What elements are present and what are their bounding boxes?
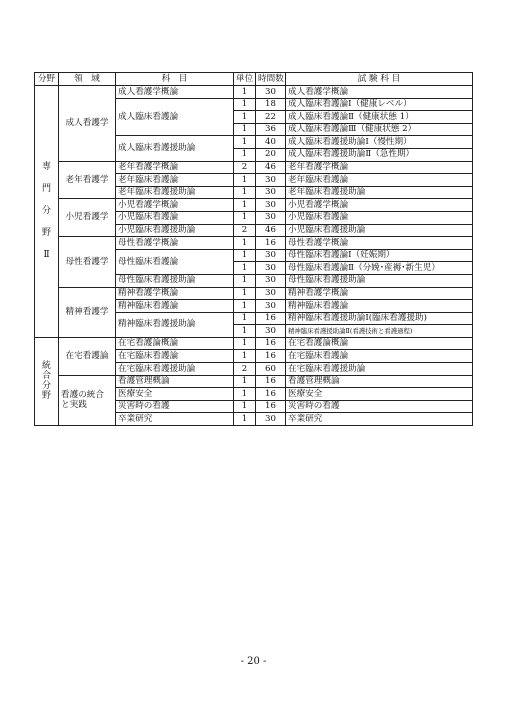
exam-cell: 在宅臨床看護論 — [286, 350, 473, 363]
exam-cell: 成人臨床看護援助論Ⅰ（慢性期） — [286, 136, 473, 149]
table-row — [35, 86, 473, 99]
credits-cell: 1 — [234, 388, 256, 401]
course-cell: 成人看護学概論 — [116, 86, 234, 99]
course-cell: 卒業研究 — [116, 413, 234, 426]
hours-cell: 18 — [256, 98, 286, 111]
course-cell: 精神臨床看護援助論 — [116, 312, 234, 337]
credits-cell: 1 — [234, 274, 256, 287]
credits-cell: 1 — [234, 136, 256, 149]
credits-cell: 1 — [234, 211, 256, 224]
hours-cell: 30 — [256, 287, 286, 300]
course-cell: 精神臨床看護論 — [116, 300, 234, 313]
credits-cell: 1 — [234, 186, 256, 199]
credits-cell: 1 — [234, 249, 256, 262]
hours-cell: 16 — [256, 312, 286, 325]
exam-cell: 母性臨床看護論Ⅰ（妊娠期） — [286, 249, 473, 262]
exam-cell: 医療安全 — [286, 388, 473, 401]
exam-cell: 成人看護学概論 — [286, 86, 473, 99]
hours-cell: 22 — [256, 111, 286, 124]
course-cell: 在宅臨床看護援助論 — [116, 363, 234, 376]
page-number: - 20 - — [240, 656, 267, 667]
credits-cell: 1 — [234, 350, 256, 363]
hours-cell: 16 — [256, 337, 286, 350]
hours-cell: 30 — [256, 300, 286, 313]
hours-cell: 16 — [256, 400, 286, 413]
domain-adult-nursing: 成人看護学 — [59, 86, 116, 162]
hours-cell: 46 — [256, 161, 286, 174]
exam-cell: 看護管理概論 — [286, 375, 473, 388]
hours-cell: 16 — [256, 375, 286, 388]
hours-cell: 46 — [256, 224, 286, 237]
table-row — [35, 375, 473, 388]
exam-cell: 災害時の看護 — [286, 400, 473, 413]
credits-cell: 1 — [234, 174, 256, 187]
hours-cell: 30 — [256, 249, 286, 262]
hours-cell: 16 — [256, 388, 286, 401]
curriculum-table — [34, 72, 473, 426]
exam-cell: 母性臨床看護論Ⅱ（分娩･産褥･新生児） — [286, 262, 473, 275]
header-course: 科 目 — [116, 73, 234, 86]
header-field: 分野 — [35, 73, 59, 86]
exam-cell: 小児臨床看護援助論 — [286, 224, 473, 237]
credits-cell: 1 — [234, 237, 256, 250]
exam-cell: 在宅臨床看護援助論 — [286, 363, 473, 376]
course-cell: 小児臨床看護援助論 — [116, 224, 234, 237]
credits-cell: 1 — [234, 148, 256, 161]
hours-cell: 20 — [256, 148, 286, 161]
table-row — [35, 237, 473, 250]
credits-cell: 1 — [234, 325, 256, 338]
table-header-row — [35, 73, 473, 86]
exam-cell: 卒業研究 — [286, 413, 473, 426]
exam-cell: 老年臨床看護論 — [286, 174, 473, 187]
exam-cell: 成人臨床看護論Ⅰ（健康レベル） — [286, 98, 473, 111]
domain-integration-line1: 看護の統合 — [61, 389, 104, 400]
hours-cell: 60 — [256, 363, 286, 376]
hours-cell: 16 — [256, 350, 286, 363]
exam-cell: 成人臨床看護援助論Ⅱ（急性期） — [286, 148, 473, 161]
exam-cell: 小児看護学概論 — [286, 199, 473, 212]
exam-cell: 在宅看護論概論 — [286, 337, 473, 350]
credits-cell: 1 — [234, 337, 256, 350]
exam-cell: 成人臨床看護論Ⅲ（健康状態 2） — [286, 123, 473, 136]
course-cell: 成人臨床看護論 — [116, 98, 234, 136]
credits-cell: 1 — [234, 98, 256, 111]
table-row — [35, 161, 473, 174]
course-cell: 小児臨床看護論 — [116, 211, 234, 224]
course-cell: 小児看護学概論 — [116, 199, 234, 212]
domain-integration-line2: と実践 — [61, 400, 87, 411]
exam-cell: 精神看護学概論 — [286, 287, 473, 300]
course-cell: 母性臨床看護援助論 — [116, 274, 234, 287]
credits-cell: 1 — [234, 123, 256, 136]
course-cell: 成人臨床看護援助論 — [116, 136, 234, 161]
course-cell: 母性看護学概論 — [116, 237, 234, 250]
credits-cell: 1 — [234, 375, 256, 388]
header-credits: 単位 — [234, 73, 256, 86]
course-cell: 老年臨床看護援助論 — [116, 186, 234, 199]
domain-psychiatric-nursing: 精神看護学 — [59, 287, 116, 337]
hours-cell: 16 — [256, 237, 286, 250]
table-row — [35, 199, 473, 212]
exam-cell: 母性臨床看護援助論 — [286, 274, 473, 287]
credits-cell: 2 — [234, 363, 256, 376]
domain-elderly-nursing: 老年看護学 — [59, 161, 116, 199]
hours-cell: 30 — [256, 274, 286, 287]
course-cell: 医療安全 — [116, 388, 234, 401]
field-integrated: 統 合 分 野 — [35, 337, 59, 425]
table-row — [35, 337, 473, 350]
exam-cell: 成人臨床看護論Ⅱ（健康状態 1） — [286, 111, 473, 124]
course-cell: 在宅看護論概論 — [116, 337, 234, 350]
hours-cell: 30 — [256, 186, 286, 199]
domain-child-nursing: 小児看護学 — [59, 199, 116, 237]
field-specialized-2: 専 門 分 野 Ⅱ — [35, 86, 59, 338]
hours-cell: 40 — [256, 136, 286, 149]
exam-cell: 精神臨床看護援助論Ⅰ(臨床看護援助) — [286, 312, 473, 325]
hours-cell: 30 — [256, 211, 286, 224]
hours-cell: 30 — [256, 199, 286, 212]
domain-nursing-integration — [59, 375, 116, 425]
header-domain: 領 域 — [59, 73, 116, 86]
header-hours: 時間数 — [256, 73, 286, 86]
course-cell: 精神看護学概論 — [116, 287, 234, 300]
credits-cell: 1 — [234, 413, 256, 426]
exam-cell: 老年看護学概論 — [286, 161, 473, 174]
credits-cell: 1 — [234, 312, 256, 325]
domain-home-nursing: 在宅看護論 — [59, 337, 116, 375]
credits-cell: 1 — [234, 287, 256, 300]
course-cell: 看護管理概論 — [116, 375, 234, 388]
credits-cell: 1 — [234, 300, 256, 313]
exam-cell: 老年臨床看護援助論 — [286, 186, 473, 199]
hours-cell: 30 — [256, 86, 286, 99]
credits-cell: 1 — [234, 262, 256, 275]
exam-cell: 母性看護学概論 — [286, 237, 473, 250]
course-cell: 老年臨床看護論 — [116, 174, 234, 187]
course-cell: 母性臨床看護論 — [116, 249, 234, 274]
credits-cell: 1 — [234, 400, 256, 413]
hours-cell: 30 — [256, 262, 286, 275]
course-cell: 災害時の看護 — [116, 400, 234, 413]
course-cell: 老年看護学概論 — [116, 161, 234, 174]
exam-cell: 小児臨床看護論 — [286, 211, 473, 224]
header-exam: 試 験 科 目 — [286, 73, 473, 86]
hours-cell: 30 — [256, 413, 286, 426]
credits-cell: 1 — [234, 86, 256, 99]
hours-cell: 36 — [256, 123, 286, 136]
credits-cell: 2 — [234, 161, 256, 174]
domain-maternal-nursing: 母性看護学 — [59, 237, 116, 287]
exam-cell: 精神臨床看護援助論Ⅱ(看護技術と看護過程) — [286, 325, 473, 338]
credits-cell: 1 — [234, 199, 256, 212]
table-row — [35, 287, 473, 300]
credits-cell: 1 — [234, 111, 256, 124]
hours-cell: 30 — [256, 174, 286, 187]
exam-cell: 精神臨床看護論 — [286, 300, 473, 313]
credits-cell: 2 — [234, 224, 256, 237]
hours-cell: 30 — [256, 325, 286, 338]
course-cell: 在宅臨床看護論 — [116, 350, 234, 363]
